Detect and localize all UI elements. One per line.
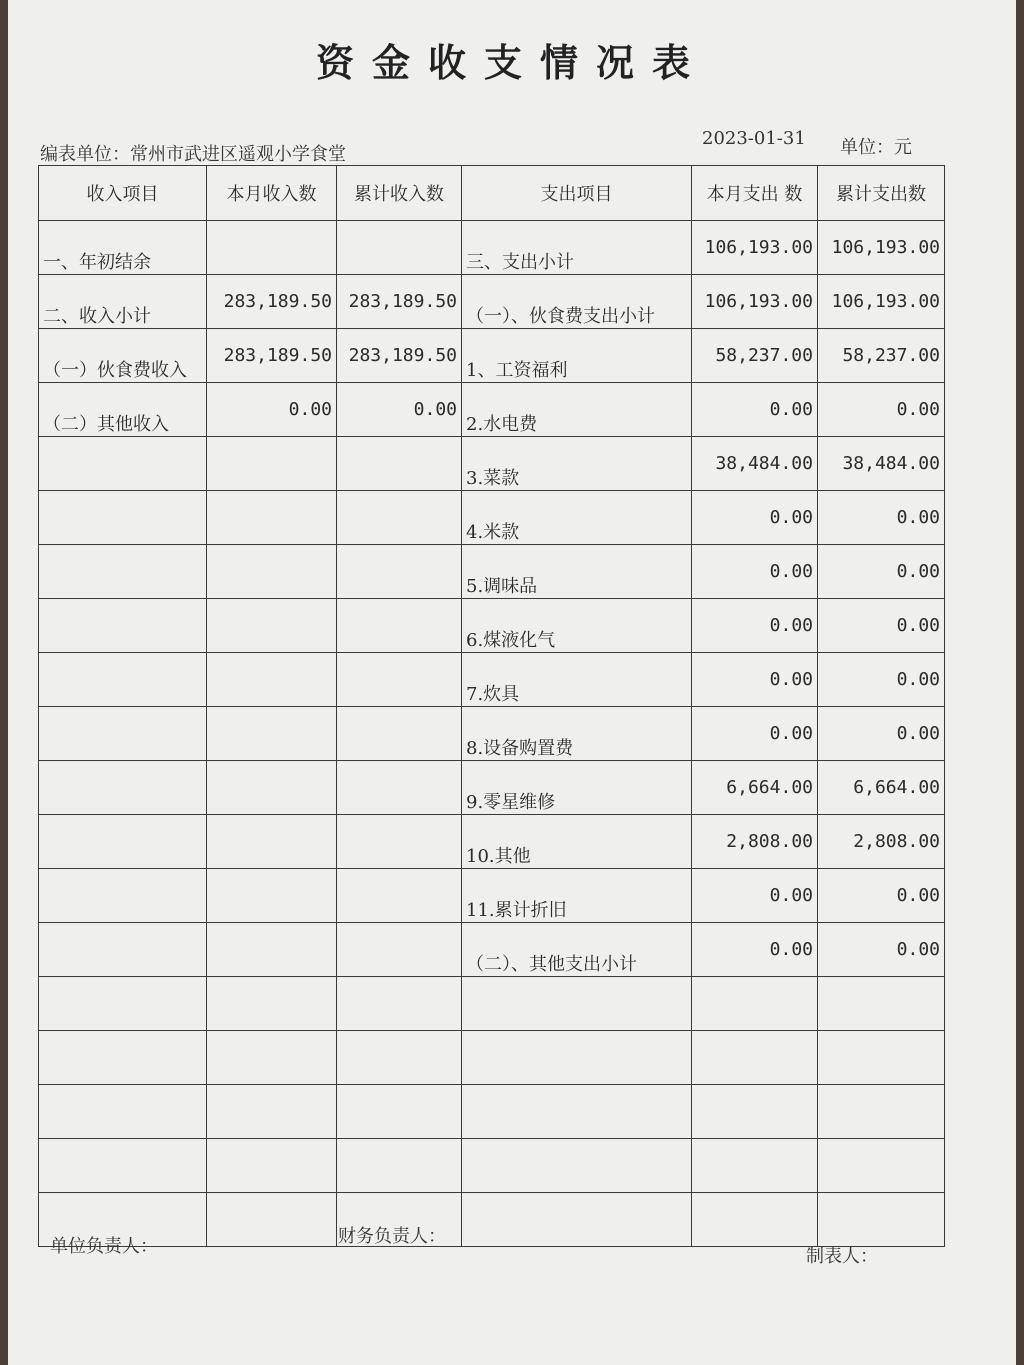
- income-month-cell: [207, 869, 337, 923]
- expense-item-cell: 2.水电费: [462, 383, 692, 437]
- expense-item-cell: 3.菜款: [462, 437, 692, 491]
- income-month-cell: [207, 815, 337, 869]
- table-row: [39, 1193, 945, 1247]
- income-month-cell: [207, 1193, 337, 1247]
- expense-item-cell: （一）、伙食费支出小计: [462, 275, 692, 329]
- expense-cumulative-cell: 106,193.00: [818, 275, 945, 329]
- header-income-item: 收入项目: [39, 166, 207, 221]
- income-month-cell: 283,189.50: [207, 329, 337, 383]
- income-month-cell: [207, 653, 337, 707]
- income-item-cell: [39, 761, 207, 815]
- income-month-cell: [207, 437, 337, 491]
- table-row: [39, 221, 945, 275]
- expense-cumulative-cell: 0.00: [818, 653, 945, 707]
- income-month-cell: [207, 221, 337, 275]
- expense-month-cell: 0.00: [692, 599, 818, 653]
- income-month-cell: [207, 599, 337, 653]
- finance-head-label: 财务负责人：: [338, 1226, 446, 1247]
- expense-month-cell: [692, 977, 818, 1031]
- income-cumulative-cell: [337, 761, 462, 815]
- expense-cumulative-cell: 106,193.00: [818, 221, 945, 275]
- header-income-cumulative: 累计收入数: [337, 166, 462, 221]
- income-cumulative-cell: [337, 221, 462, 275]
- income-cumulative-cell: [337, 491, 462, 545]
- expense-cumulative-cell: 6,664.00: [818, 761, 945, 815]
- income-month-cell: 283,189.50: [207, 275, 337, 329]
- income-item-cell: [39, 977, 207, 1031]
- expense-cumulative-cell: 2,808.00: [818, 815, 945, 869]
- expense-month-cell: 38,484.00: [692, 437, 818, 491]
- unit-name: 编表单位：常州市武进区遥观小学食堂: [40, 144, 346, 165]
- income-cumulative-cell: [337, 707, 462, 761]
- expense-month-cell: 58,237.00: [692, 329, 818, 383]
- table-row: [39, 1031, 945, 1085]
- header-expense-cumulative: 累计支出数: [818, 166, 945, 221]
- table-row: [39, 977, 945, 1031]
- expense-item-cell: [462, 1085, 692, 1139]
- table-row: [39, 545, 945, 599]
- income-item-cell: [39, 599, 207, 653]
- preparer-label: 制表人：: [806, 1246, 878, 1267]
- expense-cumulative-cell: [818, 1193, 945, 1247]
- expense-month-cell: 0.00: [692, 653, 818, 707]
- income-cumulative-cell: 283,189.50: [337, 275, 462, 329]
- income-cumulative-cell: [337, 1139, 462, 1193]
- income-month-cell: [207, 977, 337, 1031]
- header-income-month: 本月收入数: [207, 166, 337, 221]
- table-row: [39, 761, 945, 815]
- income-month-cell: 0.00: [207, 383, 337, 437]
- table-row: [39, 923, 945, 977]
- report-date: 2023-01-31: [702, 128, 806, 149]
- expense-month-cell: 0.00: [692, 923, 818, 977]
- income-cumulative-cell: 283,189.50: [337, 329, 462, 383]
- income-item-cell: [39, 1139, 207, 1193]
- expense-cumulative-cell: 0.00: [818, 383, 945, 437]
- table-row: [39, 869, 945, 923]
- expense-month-cell: 106,193.00: [692, 221, 818, 275]
- income-item-cell: [39, 707, 207, 761]
- income-month-cell: [207, 707, 337, 761]
- income-item-cell: [39, 815, 207, 869]
- table-row: [39, 599, 945, 653]
- table-row: [39, 653, 945, 707]
- income-month-cell: [207, 1031, 337, 1085]
- expense-item-cell: 1、工资福利: [462, 329, 692, 383]
- ledger-table: [38, 165, 945, 1247]
- expense-month-cell: 0.00: [692, 383, 818, 437]
- income-item-cell: [39, 437, 207, 491]
- page-title: 资金收支情况表: [315, 41, 708, 85]
- expense-cumulative-cell: 0.00: [818, 491, 945, 545]
- expense-month-cell: 0.00: [692, 707, 818, 761]
- expense-item-cell: 10.其他: [462, 815, 692, 869]
- income-item-cell: 一、年初结余: [39, 221, 207, 275]
- table-row: [39, 383, 945, 437]
- table-row: [39, 275, 945, 329]
- income-cumulative-cell: [337, 545, 462, 599]
- income-cumulative-cell: [337, 1085, 462, 1139]
- expense-item-cell: 三、支出小计: [462, 221, 692, 275]
- expense-cumulative-cell: [818, 977, 945, 1031]
- income-cumulative-cell: [337, 599, 462, 653]
- expense-item-cell: [462, 1139, 692, 1193]
- expense-month-cell: [692, 1139, 818, 1193]
- expense-item-cell: 5.调味品: [462, 545, 692, 599]
- expense-month-cell: 6,664.00: [692, 761, 818, 815]
- expense-item-cell: 11.累计折旧: [462, 869, 692, 923]
- table-row: [39, 437, 945, 491]
- expense-cumulative-cell: [818, 1139, 945, 1193]
- expense-cumulative-cell: [818, 1085, 945, 1139]
- expense-cumulative-cell: 38,484.00: [818, 437, 945, 491]
- unit-head-label: 单位负责人：: [50, 1236, 158, 1257]
- table-header-row: [39, 166, 945, 221]
- table-row: [39, 1139, 945, 1193]
- income-cumulative-cell: [337, 1031, 462, 1085]
- header-expense-month: 本月支出 数: [692, 166, 818, 221]
- expense-month-cell: 2,808.00: [692, 815, 818, 869]
- expense-item-cell: 4.米款: [462, 491, 692, 545]
- expense-item-cell: 6.煤液化气: [462, 599, 692, 653]
- expense-month-cell: 0.00: [692, 869, 818, 923]
- expense-month-cell: [692, 1085, 818, 1139]
- currency-unit: 单位：元: [840, 137, 912, 158]
- income-cumulative-cell: 0.00: [337, 383, 462, 437]
- income-item-cell: [39, 491, 207, 545]
- expense-cumulative-cell: [818, 1031, 945, 1085]
- income-item-cell: [39, 1031, 207, 1085]
- expense-item-cell: [462, 1031, 692, 1085]
- income-month-cell: [207, 923, 337, 977]
- income-month-cell: [207, 1139, 337, 1193]
- header-expense-item: 支出项目: [462, 166, 692, 221]
- table-row: [39, 1085, 945, 1139]
- income-cumulative-cell: [337, 437, 462, 491]
- expense-item-cell: 9.零星维修: [462, 761, 692, 815]
- expense-item-cell: 8.设备购置费: [462, 707, 692, 761]
- table-row: [39, 491, 945, 545]
- expense-item-cell: （二）、其他支出小计: [462, 923, 692, 977]
- expense-month-cell: [692, 1193, 818, 1247]
- expense-item-cell: [462, 1193, 692, 1247]
- expense-month-cell: 106,193.00: [692, 275, 818, 329]
- income-item-cell: 二、收入小计: [39, 275, 207, 329]
- expense-cumulative-cell: 0.00: [818, 599, 945, 653]
- expense-cumulative-cell: 58,237.00: [818, 329, 945, 383]
- income-item-cell: [39, 545, 207, 599]
- income-cumulative-cell: [337, 653, 462, 707]
- income-item-cell: [39, 923, 207, 977]
- expense-cumulative-cell: 0.00: [818, 923, 945, 977]
- expense-cumulative-cell: 0.00: [818, 545, 945, 599]
- income-month-cell: [207, 545, 337, 599]
- expense-item-cell: [462, 977, 692, 1031]
- expense-month-cell: 0.00: [692, 491, 818, 545]
- income-item-cell: [39, 869, 207, 923]
- income-item-cell: （二）其他收入: [39, 383, 207, 437]
- income-month-cell: [207, 491, 337, 545]
- expense-item-cell: 7.炊具: [462, 653, 692, 707]
- table-row: [39, 815, 945, 869]
- income-item-cell: [39, 653, 207, 707]
- income-cumulative-cell: [337, 815, 462, 869]
- income-month-cell: [207, 761, 337, 815]
- table-row: [39, 707, 945, 761]
- income-cumulative-cell: [337, 869, 462, 923]
- expense-cumulative-cell: 0.00: [818, 869, 945, 923]
- income-cumulative-cell: [337, 923, 462, 977]
- expense-cumulative-cell: 0.00: [818, 707, 945, 761]
- income-item-cell: [39, 1085, 207, 1139]
- expense-month-cell: 0.00: [692, 545, 818, 599]
- expense-month-cell: [692, 1031, 818, 1085]
- income-item-cell: （一）伙食费收入: [39, 329, 207, 383]
- table-row: [39, 329, 945, 383]
- income-month-cell: [207, 1085, 337, 1139]
- income-cumulative-cell: [337, 977, 462, 1031]
